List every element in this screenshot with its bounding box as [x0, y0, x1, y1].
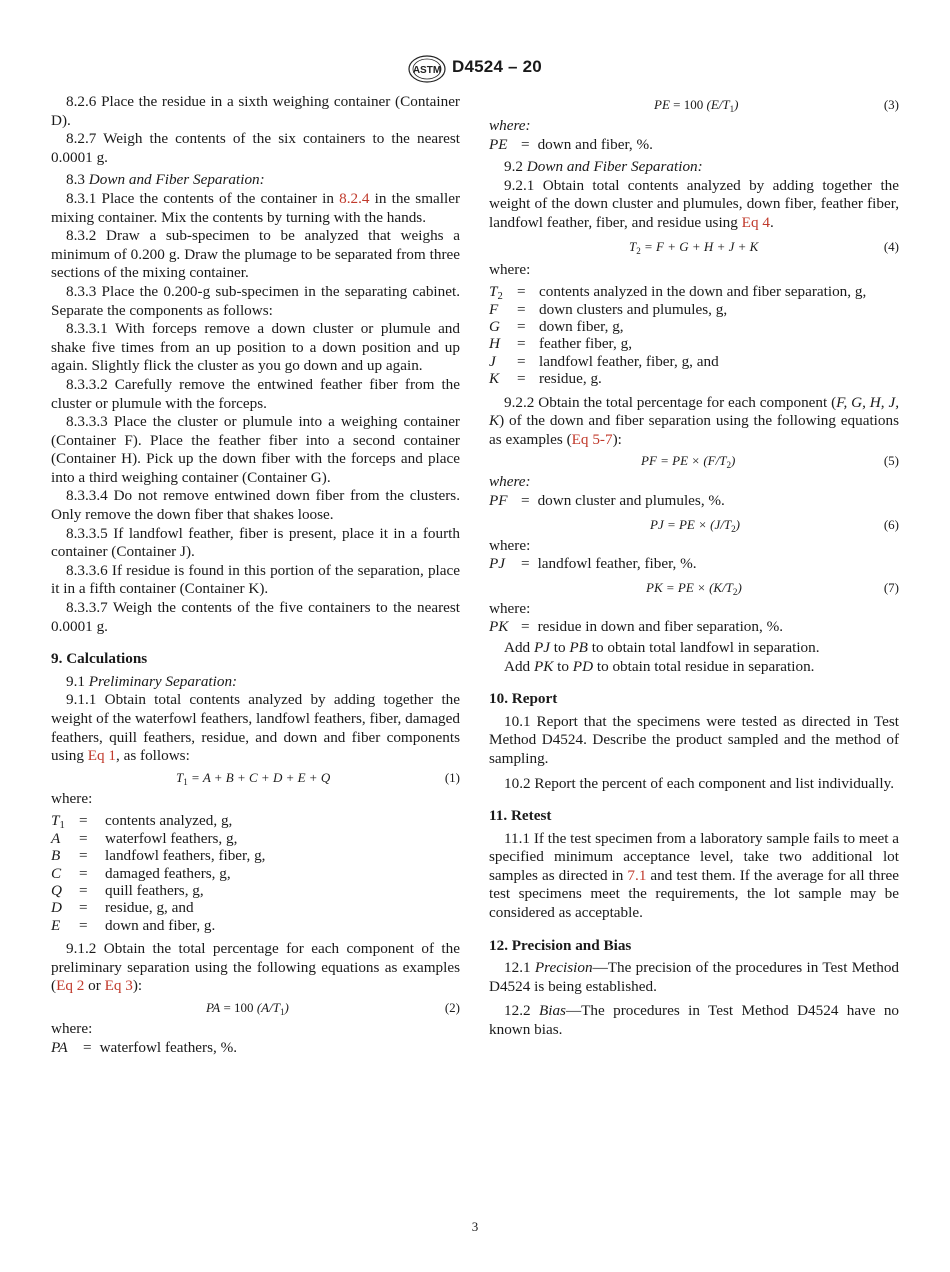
definition-row: PK = residue in down and fiber separation, %. [489, 618, 784, 636]
document-code: D4524 – 20 [452, 57, 542, 76]
where-label: where: [489, 599, 531, 617]
equation-4: $T_2 = F + G + H + J + K$ ( 4 ) [489, 235, 899, 257]
para-9-2-2: 9.2.2 Obtain the total percentage for each component (F, G, H, J, K) of the down and fiber separation using the following equations as examples (Eq 5-7): [489, 393, 899, 448]
link-eq-4[interactable]: Eq 4 [741, 213, 770, 231]
para-12-1: 12.1 Precision—The precision of the procedures in Test Method D4524 is being established. [489, 959, 900, 995]
para-8-3-2: 8.3.2 Draw a sub-specimen to be analyzed that weighs a minimum of 0.200 g. Draw the plumage to be separated from three sections of the mixing container. [51, 227, 460, 282]
equation-1: $T_1 = A + B + C + D + E + Q$ ( 1 ) [51, 766, 460, 788]
section-11-heading: 11. Retest [489, 807, 552, 825]
section-10-heading: 10. Report [489, 690, 558, 708]
para-10-2: 10.2 Report the percent of each component and list individually. [504, 774, 894, 792]
equation-2: PA = 100 $(A/T_1)$ ( 2 ) [51, 996, 460, 1018]
right-column [489, 93, 899, 1040]
equation-number: ( 2 ) [445, 999, 460, 1018]
para-8-3-3: 8.3.3 Place the 0.200-g sub-specimen in the separating cabinet. Separate the components as follows: [51, 282, 460, 319]
definition-row: E = down and fiber, g. [51, 916, 216, 934]
para-8-2-6: 8.2.6 Place the residue in a sixth weighing container (Container D). [51, 93, 460, 129]
definition-row: PA = waterfowl feathers, %. [51, 1038, 238, 1056]
para-8-3-3-4: 8.3.3.4 Do not remove entwined down fiber from the clusters. Only remove the down fiber that shakes loose. [51, 487, 460, 524]
para-8-3: 8.3 Down and Fiber Separation: [66, 171, 265, 189]
para-8-3-3-2: 8.3.3.2 Carefully remove the entwined feather fiber from the cluster or plumule with the forceps. [51, 375, 460, 412]
equation-number: ( 1 ) [445, 769, 460, 788]
definition-row: J = landfowl feather, fiber, g, and [489, 352, 719, 370]
para-9-1-1: 9.1.1 Obtain total contents analyzed by adding together the weight of the waterfowl feathers, landfowl feathers, fiber, damaged feathers, quill feathers, residue, and down and fiber components using Eq 1, as follows: [51, 691, 460, 765]
variable-definitions-1 [51, 812, 460, 934]
link-eq-1[interactable]: Eq 1 [87, 747, 116, 765]
para-10-1: 10.1 Report that the specimens were tested as directed in Test Method D4524. Describe the product sampled and the method of sampling. [489, 712, 899, 767]
para-11-1: 11.1 If the test specimen from a laboratory sample fails to meet a specified minimum acceptance level, take two additional lot samples as directed in 7.1 and test them. If the average for all three test specimens meet the requirements, the lot sample may be considered as acceptable. [489, 829, 899, 922]
equation-number: ( 6 ) [884, 516, 899, 535]
where-label: where: [489, 473, 531, 491]
where-label: where: [489, 117, 531, 134]
definition-row: A = waterfowl feathers, g, [51, 829, 238, 847]
definition-row: $T_1$ = contents analyzed, g, [51, 812, 233, 832]
where-label: where: [489, 260, 531, 278]
link-7-1[interactable]: 7.1 [627, 866, 647, 884]
definition-row: PE = down and fiber, %. [489, 135, 653, 153]
para-8-3-3-6: 8.3.3.6 If residue is found in this portion of the separation, place it in a fifth container (Container K). [51, 561, 460, 598]
variable-definitions-4 [489, 283, 899, 387]
equation-5: PF = PE × $(F/T_2)$ ( 5 ) [489, 449, 899, 471]
link-eq-3[interactable]: Eq 3 [104, 977, 133, 995]
equation-number: ( 4 ) [884, 238, 899, 257]
para-9-2-1: 9.2.1 Obtain total contents analyzed by adding together the weight of the down cluster and plumules, down fiber, feather fiber, landfowl feather, fiber, and residue using Eq 4. [489, 176, 899, 231]
equation-7: PK = PE × $(K/T_2)$ ( 7 ) [489, 576, 899, 598]
add-landfowl-note: Add PJ to PB to obtain total landfowl in separation. [504, 638, 820, 656]
definition-row: PF = down cluster and plumules, %. [489, 491, 725, 509]
definition-row: Q = quill feathers, g, [51, 882, 204, 899]
para-9-1: 9.1 Preliminary Separation: [66, 672, 238, 690]
link-8-2-4[interactable]: 8.2.4 [339, 189, 370, 207]
definition-row: B = landfowl feathers, fiber, g, [51, 847, 266, 865]
equation-6: PJ = PE × $(J/T_2)$ ( 6 ) [489, 513, 899, 535]
para-8-3-3-7: 8.3.3.7 Weigh the contents of the five containers to the nearest 0.0001 g. [51, 599, 460, 635]
definition-row: K = residue, g. [489, 370, 602, 388]
para-8-3-3-5: 8.3.3.5 If landfowl feather, fiber is present, place it in a fourth container (Container J). [51, 524, 460, 561]
definition-row: G = down fiber, g, [489, 317, 624, 335]
para-12-2: 12.2 Bias—The procedures in Test Method D4524 have no known bias. [489, 1002, 900, 1039]
left-column [51, 93, 460, 1059]
where-label: where: [489, 536, 531, 554]
link-eq-5-7[interactable]: Eq 5-7 [571, 430, 613, 448]
para-8-3-3-1: 8.3.3.1 With forceps remove a down cluster or plumule and shake five times from an up position to a down position and up again. Slightly flick the cluster as you go down and up again. [51, 320, 460, 375]
para-8-3-1: 8.3.1 Place the contents of the container in 8.2.4 in the smaller mixing container. Mix the contents by turning with the hands. [51, 189, 461, 226]
para-9-2: 9.2 Down and Fiber Separation: [504, 158, 703, 176]
definition-row: H = feather fiber, g, [489, 335, 632, 353]
link-eq-2[interactable]: Eq 2 [56, 977, 85, 995]
where-label: where: [51, 1020, 93, 1037]
page-number: 3 [471, 1219, 479, 1234]
section-9-heading: 9. Calculations [51, 650, 148, 668]
where-label: where: [51, 789, 93, 807]
definition-row: C = damaged feathers, g, [51, 864, 231, 882]
para-9-1-2: 9.1.2 Obtain the total percentage for each component of the preliminary separation using the following equations as examples (Eq 2 or Eq 3): [51, 940, 460, 995]
equation-3: PE = 100 $(E/T_1)$ ( 3 ) [489, 93, 899, 115]
definition-row: F = down clusters and plumules, g, [489, 300, 728, 318]
add-residue-note: Add PK to PD to obtain total residue in separation. [504, 657, 815, 675]
equation-number: ( 3 ) [884, 96, 899, 115]
para-8-2-7: 8.2.7 Weigh the contents of the six containers to the nearest 0.0001 g. [51, 130, 460, 166]
equation-number: ( 7 ) [884, 579, 899, 598]
svg-text:ASTM: ASTM [412, 65, 442, 76]
section-12-heading: 12. Precision and Bias [489, 936, 632, 954]
definition-row: PJ = landfowl feather, fiber, %. [489, 555, 697, 573]
page-header [0, 54, 950, 84]
equation-number: ( 5 ) [884, 452, 899, 471]
para-8-3-3-3: 8.3.3.3 Place the cluster or plumule into a weighing container (Container F). Place the feather fiber into a second container (Container H). Pick up the down fiber with the forceps and place into a third weighing container (Container G). [51, 413, 460, 486]
definition-row: $T_2$ = contents analyzed in the down and fiber separation, g, [489, 283, 867, 303]
definition-row: D = residue, g, and [51, 899, 194, 917]
astm-logo-icon [408, 54, 446, 90]
